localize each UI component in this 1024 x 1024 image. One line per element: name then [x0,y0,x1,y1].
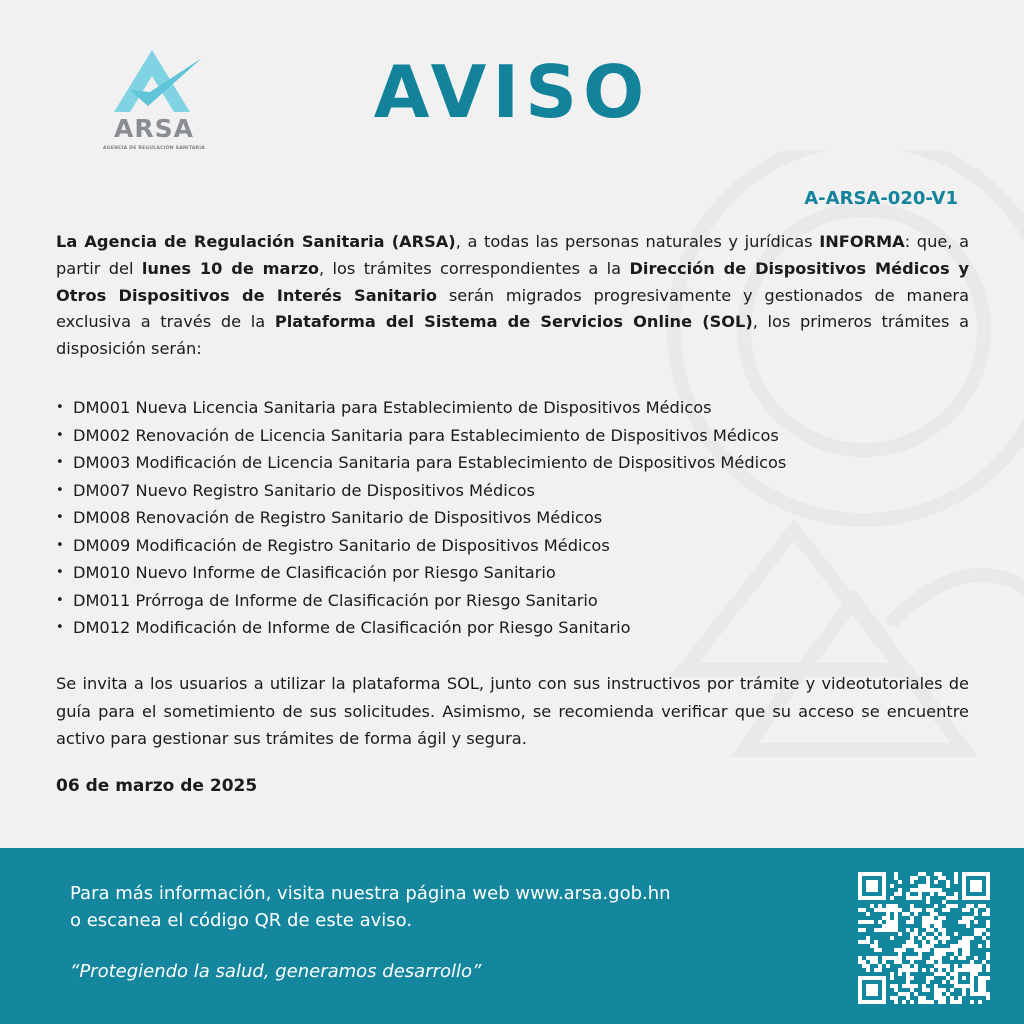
intro-text-2: : que, a partir del [56,232,969,278]
list-item: • DM011 Prórroga de Informe de Clasificación por Riesgo Sanitario [56,587,786,615]
footer-info [70,880,830,934]
intro-text-4: serán migrados progresivamente y gestionados de manera exclusiva a través de la [56,285,969,332]
intro-agency: La Agencia de Regulación Sanitaria (ARSA) [56,232,456,251]
intro-text-3: , los trámites correspondientes a la [319,258,630,278]
page-title: AVISO [373,50,651,134]
list-item: • DM001 Nueva Licencia Sanitaria para Establecimiento de Dispositivos Médicos [56,394,786,422]
list-item: • DM012 Modificación de Informe de Clasificación por Riesgo Sanitario [56,614,786,642]
footer-slogan: “Protegiendo la salud, generamos desarrollo” [70,961,482,982]
intro-informa: INFORMA [819,232,905,251]
footer-banner [0,848,1024,1024]
intro-paragraph [56,229,969,363]
list-item: • DM003 Modificación de Licencia Sanitaria para Establecimiento de Dispositivos Médicos [56,449,786,477]
list-item: • DM007 Nuevo Registro Sanitario de Dispositivos Médicos [56,477,786,505]
intro-text-1: , a todas las personas naturales y jurídicas [455,232,820,251]
list-item: • DM008 Renovación de Registro Sanitario de Dispositivos Médicos [56,504,786,532]
footer-info-line-2: o escanea el código QR de este aviso. [70,910,413,931]
logo-subtitle: AGENCIA DE REGULACIÓN SANITARIA [103,146,205,151]
tramites-list [56,394,786,642]
qr-code-icon[interactable] [858,872,990,1004]
footer-info-line-1: Para más información, visita nuestra página web www.arsa.gob.hn [70,883,671,904]
intro-direction: Dirección de Dispositivos Médicos y Otros Dispositivos de Interés Sanitario [56,258,970,305]
list-item: • DM002 Renovación de Licencia Sanitaria para Establecimiento de Dispositivos Médicos [56,422,786,450]
list-item: • DM009 Modificación de Registro Sanitario de Dispositivos Médicos [56,532,786,560]
invite-paragraph: Se invita a los usuarios a utilizar la plataforma SOL, junto con sus instructivos por trámite y videotutoriales de guía para el sometimiento de sus solicitudes. Asimismo, se recomienda verificar que su acceso se encuentre activo para gestionar sus trámites de forma ágil y segura. [56,674,969,748]
document-code: A-ARSA-020-V1 [804,188,958,209]
intro-date: lunes 10 de marzo [141,258,319,278]
logo-name: ARSA [114,114,194,143]
intro-text-5: , los primeros trámites a disposición serán: [56,312,969,359]
notice-date: 06 de marzo de 2025 [56,776,258,796]
list-item: • DM010 Nuevo Informe de Clasificación por Riesgo Sanitario [56,559,786,587]
intro-platform: Plataforma del Sistema de Servicios Online (SOL) [274,312,753,332]
